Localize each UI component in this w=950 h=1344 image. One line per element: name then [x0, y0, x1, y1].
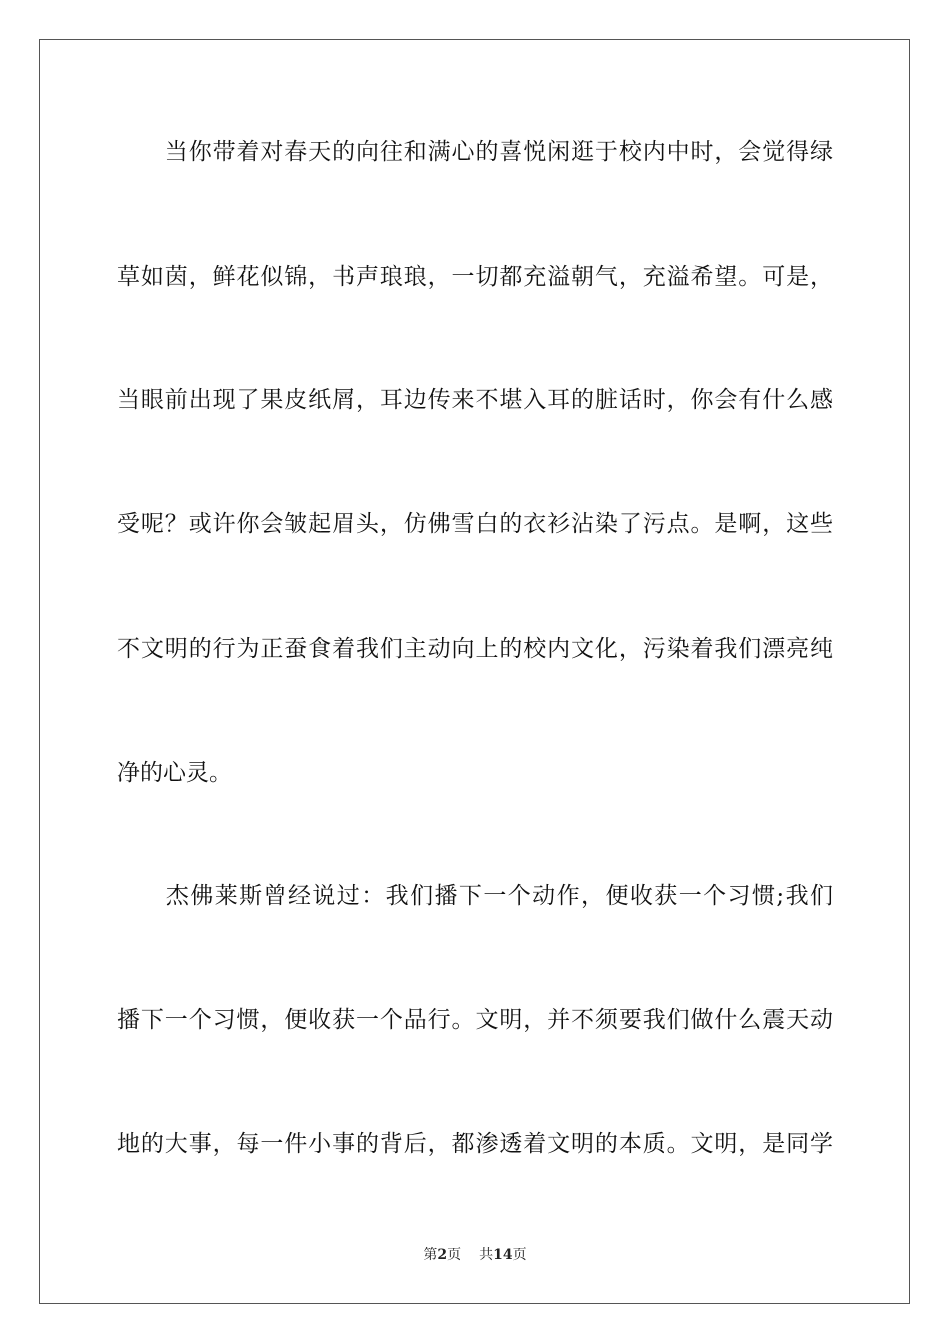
footer-page-unit: 页: [447, 1247, 462, 1263]
footer-total-unit: 页: [512, 1247, 527, 1263]
paragraph-1-line-3: 当眼前出现了果皮纸屑，耳边传来不堪入耳的脏话时，你会有什么感: [117, 387, 833, 413]
footer-total-pages: 14: [493, 1247, 513, 1263]
paragraph-1-line-5: 不文明的行为正蚕食着我们主动向上的校内文化，污染着我们漂亮纯: [117, 636, 833, 662]
footer-page-prefix: 第: [423, 1247, 438, 1263]
paragraph-1-line-2: 草如茵，鲜花似锦，书声琅琅，一切都充溢朝气，充溢希望。可是，: [117, 264, 833, 290]
paragraph-2-line-3: 地的大事，每一件小事的背后，都渗透着文明的本质。文明，是同学: [117, 1131, 833, 1157]
page-frame: [39, 39, 910, 1304]
paragraph-2-line-1: 杰佛莱斯曾经说过：我们播下一个动作，便收获一个习惯;我们: [117, 883, 833, 909]
footer-total-prefix: 共: [479, 1247, 494, 1263]
paragraph-2-line-2: 播下一个习惯，便收获一个品行。文明，并不须要我们做什么震天动: [117, 1007, 833, 1033]
page-footer: [0, 1246, 950, 1264]
paragraph-1-line-1: 当你带着对春天的向往和满心的喜悦闲逛于校内中时，会觉得绿: [117, 139, 833, 165]
paragraph-1-line-6: 净的心灵。: [117, 760, 232, 786]
footer-page-number: 2: [437, 1247, 448, 1263]
paragraph-1-line-4: 受呢？或许你会皱起眉头，仿佛雪白的衣衫沾染了污点。是啊，这些: [117, 511, 833, 537]
